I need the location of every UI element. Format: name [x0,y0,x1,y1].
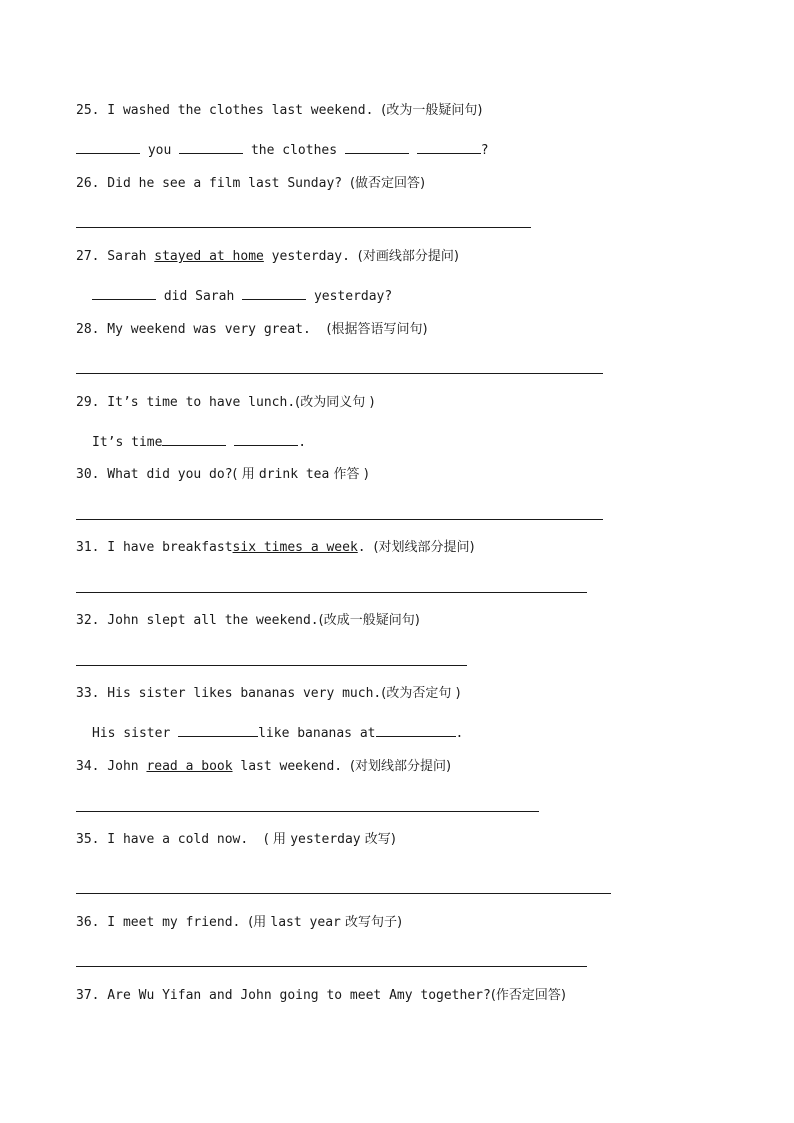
question-29: 29. It’s time to have lunch.(改为同义句 ) [76,395,375,410]
answer-blank[interactable] [179,140,243,154]
instruction: (改为同义句 ) [295,395,375,410]
question-35: 35. I have a cold now. ( 用 yesterday 改写) [76,832,396,847]
answer-line-27: did Sarah yesterday? [92,286,392,306]
instruction: (改为否定句 ) [381,686,461,701]
instruction: (作否定回答) [490,988,566,1003]
answer-line-29: It’s time . [92,432,306,452]
question-37: 37. Are Wu Yifan and John going to meet Amy together?(作否定回答) [76,988,566,1003]
answer-rule-26[interactable] [76,227,531,228]
question-32: 32. John slept all the weekend.(改成一般疑问句) [76,613,420,628]
question-26: 26. Did he see a film last Sunday? (做否定回答) [76,176,426,191]
instruction: (对划线部分提问) [349,759,452,774]
answer-blank[interactable] [92,286,156,300]
instruction: (根据答语写问句) [326,322,428,337]
answer-rule-35[interactable] [76,893,611,894]
instruction: (对划线部分提问) [373,540,475,555]
question-27: 27. Sarah stayed at home yesterday. (对画线部分提问) [76,249,459,264]
answer-rule-31[interactable] [76,592,587,593]
question-30: 30. What did you do?( 用 drink tea 作答 ) [76,467,369,482]
answer-blank[interactable] [234,432,298,446]
underlined-phrase: six times a week [232,540,358,555]
instruction: (改为一般疑问句) [381,103,483,118]
instruction: (改成一般疑问句) [318,613,420,628]
question-31: 31. I have breakfastsix times a week. (对划线部分提问) [76,540,475,555]
answer-line-33: His sister like bananas at . [92,723,463,743]
answer-rule-28[interactable] [76,373,603,374]
question-36: 36. I meet my friend. (用 last year 改写句子) [76,915,403,930]
answer-blank[interactable] [242,286,306,300]
instruction: (做否定回答) [349,176,426,191]
answer-blank[interactable] [345,140,409,154]
answer-rule-30[interactable] [76,519,603,520]
underlined-phrase: stayed at home [154,249,264,264]
answer-blank[interactable] [76,140,140,154]
answer-blank[interactable] [162,432,226,446]
question-28: 28. My weekend was very great. (根据答语写问句) [76,322,428,337]
answer-rule-34[interactable] [76,811,539,812]
answer-line-25: you the clothes ? [76,140,489,160]
answer-rule-32[interactable] [76,665,467,666]
answer-blank[interactable] [376,723,456,737]
answer-blank[interactable] [417,140,481,154]
underlined-phrase: read a book [146,759,233,774]
question-34: 34. John read a book last weekend. (对划线部分提问) [76,759,452,774]
instruction: (对画线部分提问) [357,249,459,264]
answer-blank[interactable] [178,723,258,737]
question-25: 25. I washed the clothes last weekend. (改为一般疑问句) [76,103,483,118]
answer-rule-36[interactable] [76,966,587,967]
question-33: 33. His sister likes bananas very much.(改为否定句 ) [76,686,461,701]
